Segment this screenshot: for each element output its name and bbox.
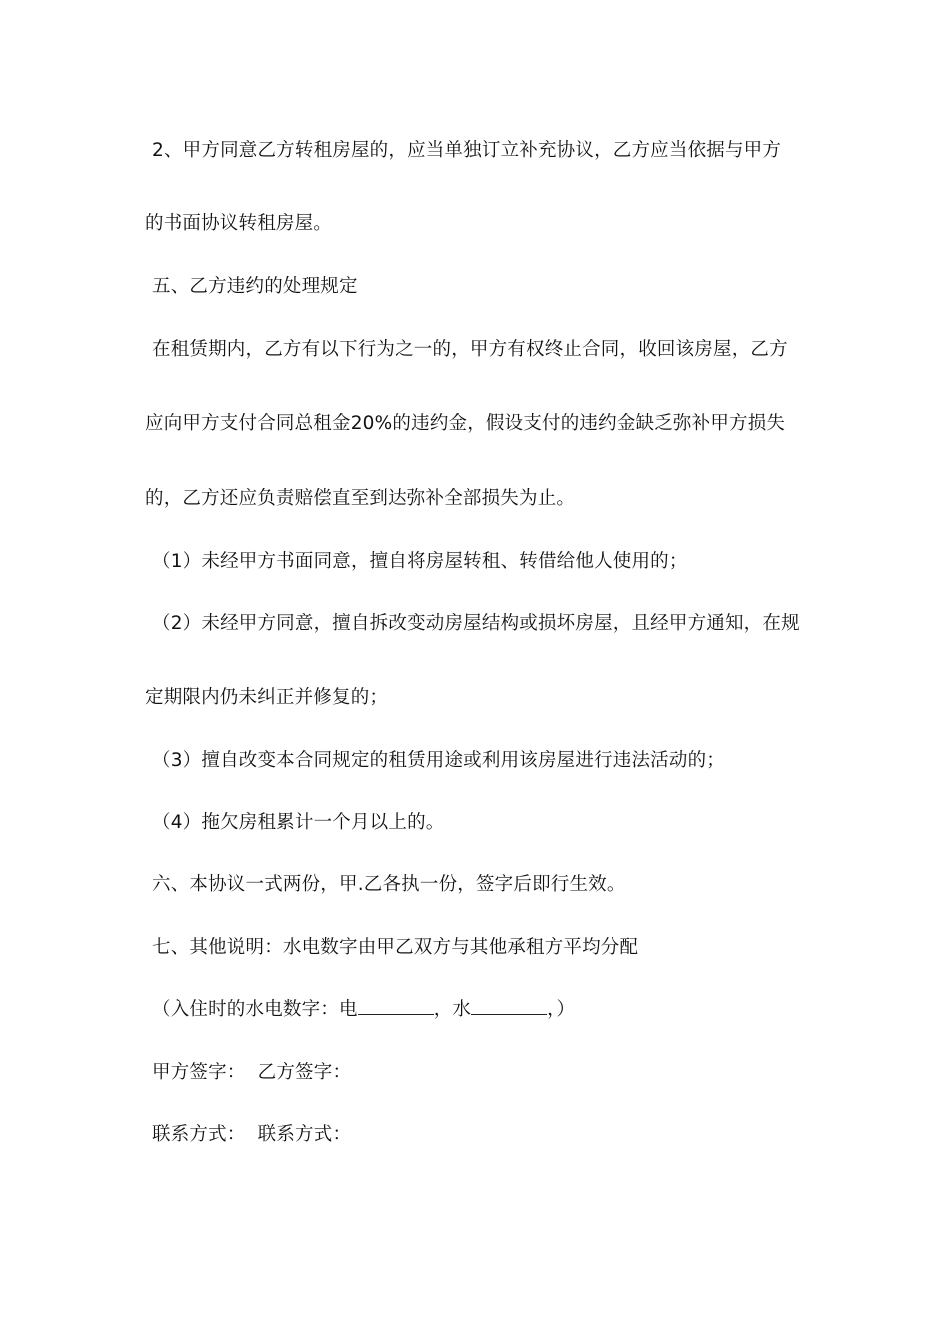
breach-item-2-line-1: （2）未经甲方同意，擅自拆改变动房屋结构或损坏房屋，且经甲方通知，在规 xyxy=(152,613,800,634)
section-copies: 六、本协议一式两份，甲.乙各执一份，签字后即行生效。 xyxy=(152,874,626,895)
contact-line: 联系方式： 联系方式： xyxy=(152,1124,352,1145)
breach-item-2-line-2: 定期限内仍未纠正并修复的； xyxy=(145,687,389,708)
clause-sublease-line-1: 2、甲方同意乙方转租房屋的，应当单独订立补充协议，乙方应当依据与甲方 xyxy=(152,140,782,161)
meter-separator: ，水 xyxy=(433,999,472,1020)
meter-prefix: （入住时的水电数字：电 xyxy=(152,999,358,1020)
breach-item-1: （1）未经甲方书面同意，擅自将房屋转租、转借给他人使用的； xyxy=(152,551,688,572)
meter-suffix: ，） xyxy=(547,999,576,1020)
water-blank xyxy=(471,998,547,1015)
breach-paragraph-line-1: 在租赁期内，乙方有以下行为之一的，甲方有权终止合同，收回该房屋，乙方 xyxy=(152,339,788,360)
section-heading-breach: 五、乙方违约的处理规定 xyxy=(152,276,358,297)
meter-readings-line xyxy=(152,998,575,1022)
breach-item-3: （3）擅自改变本合同规定的租赁用途或利用该房屋进行违法活动的； xyxy=(152,750,725,771)
breach-item-4: （4）拖欠房租累计一个月以上的。 xyxy=(152,812,445,833)
signature-line: 甲方签字： 乙方签字： xyxy=(152,1062,352,1083)
electricity-blank xyxy=(358,998,434,1015)
breach-paragraph-line-3: 的，乙方还应负责赔偿直至到达弥补全部损失为止。 xyxy=(145,488,576,509)
section-other-notes: 七、其他说明：水电数字由甲乙双方与其他承租方平均分配 xyxy=(152,937,639,958)
clause-sublease-line-2: 的书面协议转租房屋。 xyxy=(145,213,333,234)
breach-paragraph-line-2: 应向甲方支付合同总租金20%的违约金，假设支付的违约金缺乏弥补甲方损失 xyxy=(145,413,786,434)
